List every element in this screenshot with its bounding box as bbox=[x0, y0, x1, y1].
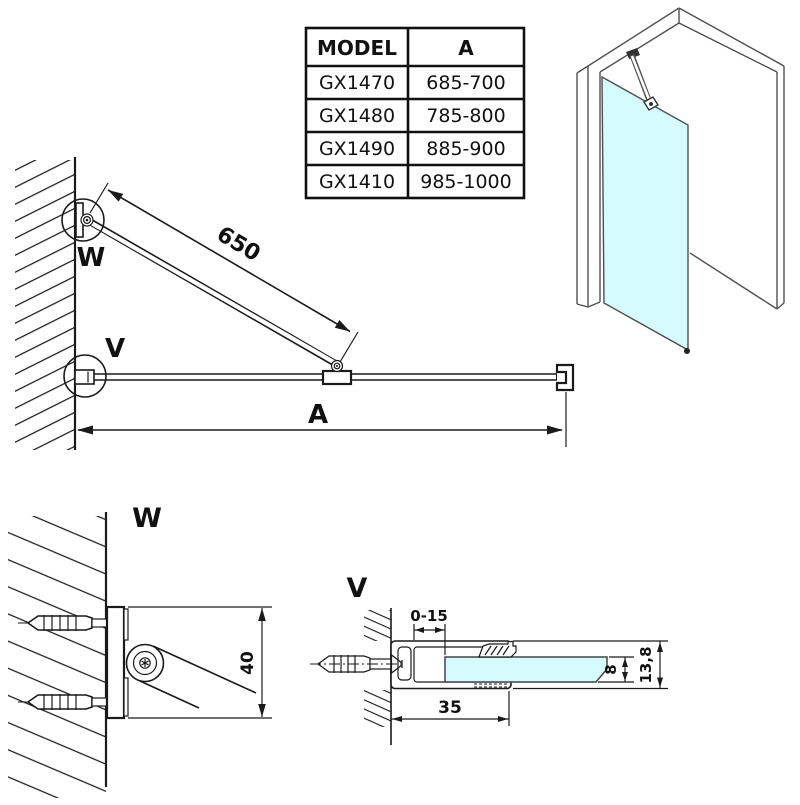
mounting-plate bbox=[107, 607, 124, 718]
dimension-650 bbox=[90, 183, 358, 362]
detail-w bbox=[8, 503, 272, 798]
dimension-A bbox=[77, 392, 566, 447]
col-header-a: A bbox=[458, 36, 474, 60]
detail-w-marker-label: W bbox=[76, 243, 106, 273]
screw-slot bbox=[398, 647, 411, 680]
dim-0-15-label: 0-15 bbox=[410, 607, 448, 625]
iso-view bbox=[577, 8, 784, 354]
model-cell: GX1480 bbox=[318, 105, 396, 127]
dim-35-label: 35 bbox=[438, 698, 462, 718]
dimension-35 bbox=[391, 691, 509, 726]
wall-hatch bbox=[8, 516, 106, 798]
glass-section bbox=[445, 657, 607, 682]
glass-corner-dot bbox=[684, 348, 690, 354]
dim-A-label: A bbox=[307, 400, 329, 430]
detail-v bbox=[310, 573, 668, 745]
bar-connector bbox=[323, 371, 351, 384]
end-cap bbox=[557, 365, 573, 390]
model-cell: GX1490 bbox=[318, 138, 396, 160]
wall-hatch bbox=[15, 160, 75, 450]
model-cell: GX1410 bbox=[318, 171, 396, 193]
dim-650-label: 650 bbox=[212, 221, 265, 267]
plan-view bbox=[15, 157, 573, 450]
wall-hatch bbox=[364, 610, 391, 641]
dim-13-8-label: 13,8 bbox=[637, 646, 655, 684]
range-cell: 985-1000 bbox=[420, 171, 512, 193]
dim-40-label: 40 bbox=[238, 651, 258, 675]
range-cell: 685-700 bbox=[426, 72, 506, 94]
range-cell: 785-800 bbox=[426, 105, 506, 127]
detail-w-title: W bbox=[132, 503, 162, 534]
detail-v-marker-label: V bbox=[104, 334, 126, 364]
model-cell: GX1470 bbox=[318, 72, 396, 94]
wall-profile-plan bbox=[75, 370, 94, 384]
detail-v-title: V bbox=[346, 573, 368, 604]
col-header-model: MODEL bbox=[317, 36, 397, 60]
wall-hatch bbox=[364, 690, 391, 727]
glass-panel bbox=[602, 77, 688, 350]
spec-table bbox=[306, 28, 524, 198]
support-bar-edge bbox=[140, 681, 199, 708]
dim-8-label: 8 bbox=[602, 664, 620, 675]
range-cell: 885-900 bbox=[426, 138, 506, 160]
